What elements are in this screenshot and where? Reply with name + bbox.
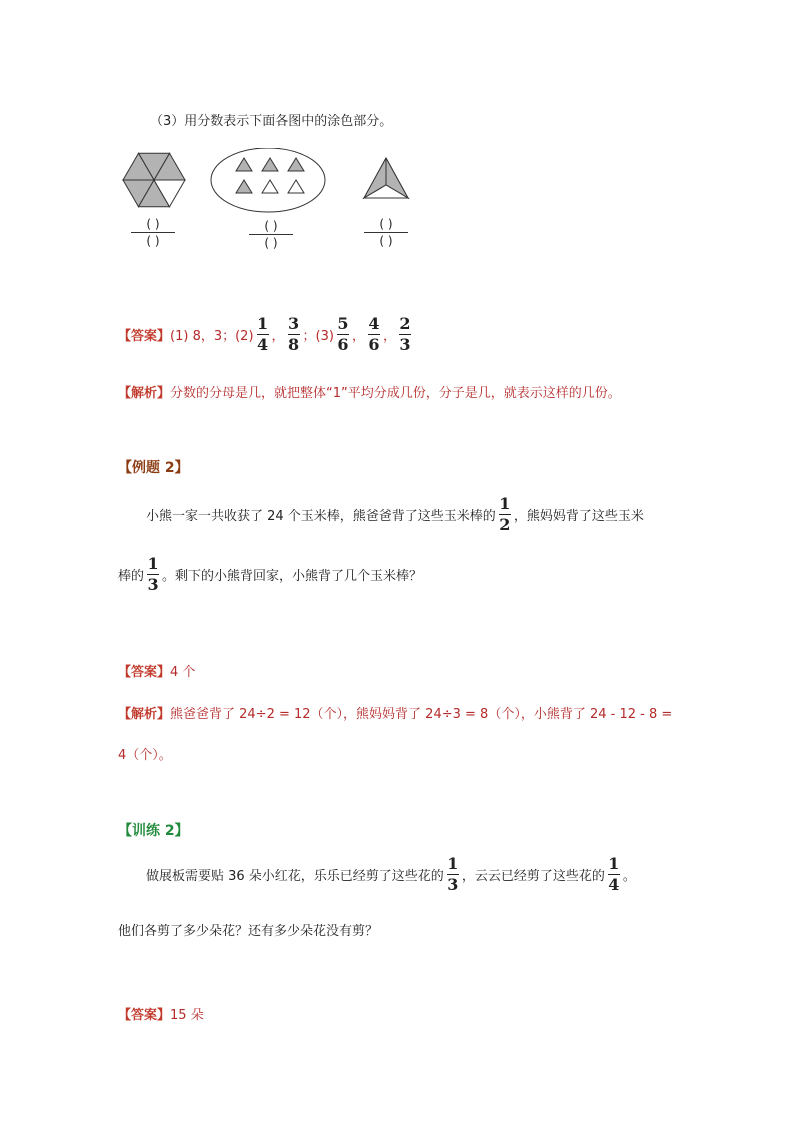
fraction: $\frac{4}{6}$ [368,314,380,354]
fraction: $\frac{1}{4}$ [608,854,620,894]
example-2-tag: 【例题 2】 [118,460,189,476]
example-2-line-1: 小熊一家一共收获了 24 个玉米棒，熊爸爸背了这些玉米棒的 $\frac{1}{2}$ ，熊妈妈背了这些玉米 [146,494,644,534]
hexagon-figure [123,153,185,207]
answer-2: 【答案】4 个 [118,665,196,680]
fraction: $\frac{1}{3}$ [147,554,159,594]
fraction: $\frac{2}{3}$ [399,314,411,354]
answer-tag: 【答案】 [118,1008,171,1023]
fraction-blank-1[interactable]: ( ) ( ) [131,218,175,247]
answer-1: 【答案】 (1) 8，3；(2) $\frac{1}{4}$ ， $\frac{3}{8}$ ；(3) $\frac{5}{6}$ ， $\frac{4}{6}$ ， $\frac{2}{3}$ [118,314,411,354]
training-2-line-1: 做展板需要贴 36 朵小红花，乐乐已经剪了这些花的 $\frac{1}{3}$ ，云云已经剪了这些花的 $\frac{1}{4}$ 。 [146,854,636,894]
answer-tag: 【答案】 [118,329,171,344]
training-2-line-2: 他们各剪了多少朵花？还有多少朵花没有剪？ [118,924,379,939]
analysis-tag: 【解析】 [118,707,171,722]
fraction: $\frac{5}{6}$ [337,314,349,354]
fraction-blank-2[interactable]: ( ) ( ) [249,220,293,249]
fraction-blank-3[interactable]: ( ) ( ) [364,218,408,247]
analysis-1: 【解析】分数的分母是几，就把整体“1”平均分成几份，分子是几，就表示这样的几份。 [118,386,621,401]
analysis-2-line-1: 【解析】熊爸爸背了 24÷2 = 12（个），熊妈妈背了 24÷3 = 8（个），小熊背了 24 - 12 - 8 = [118,707,673,722]
ellipse-triangles-figure [211,148,325,212]
figures [118,148,418,218]
fraction: $\frac{1}{2}$ [499,494,511,534]
fraction: $\frac{1}{4}$ [256,314,269,354]
question-3-prompt: （3）用分数表示下面各图中的涂色部分。 [150,114,393,129]
triangle-figure [364,158,408,198]
answer-3: 【答案】15 朵 [118,1008,204,1023]
fraction: $\frac{3}{8}$ [287,314,300,354]
analysis-2-line-2: 4（个）。 [118,748,172,763]
analysis-tag: 【解析】 [118,386,171,401]
training-2-tag: 【训练 2】 [118,823,189,839]
example-2-line-2: 棒的 $\frac{1}{3}$ 。剩下的小熊背回家，小熊背了几个玉米棒？ [118,554,423,594]
answer-tag: 【答案】 [118,665,171,680]
fraction: $\frac{1}{3}$ [447,854,459,894]
